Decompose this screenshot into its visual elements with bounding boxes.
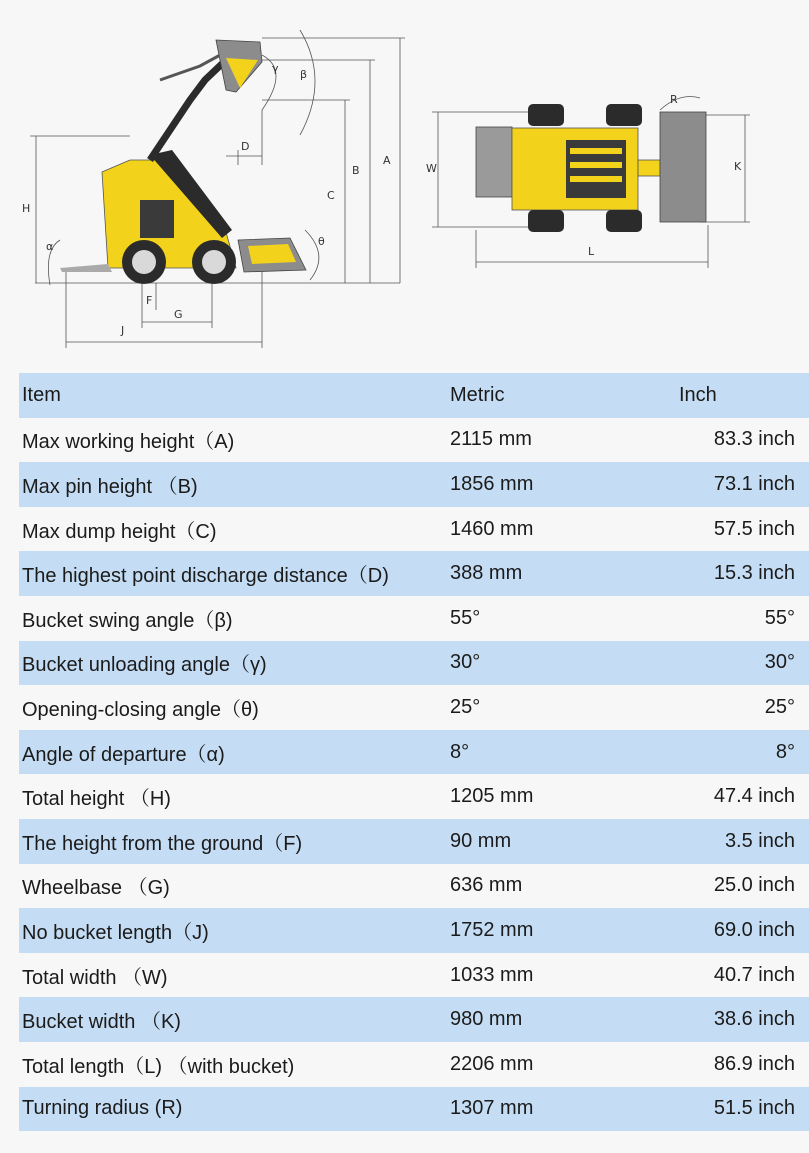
- table-row: [19, 1042, 809, 1087]
- row-item: The height from the ground（F): [19, 819, 446, 864]
- row-item: Bucket swing angle（β): [19, 596, 446, 641]
- row-inch: 51.5 inch: [656, 1087, 809, 1132]
- row-metric: 8°: [446, 730, 656, 775]
- row-inch: 30°: [656, 641, 809, 686]
- header-item: Item: [19, 373, 446, 418]
- label-h: H: [22, 202, 31, 215]
- label-g: G: [174, 308, 183, 321]
- row-item: Max pin height （B): [19, 462, 446, 507]
- table-row: [19, 730, 809, 775]
- row-item: Opening-closing angle（θ): [19, 685, 446, 730]
- row-item: Total width （W): [19, 953, 446, 998]
- table-row: [19, 551, 809, 596]
- row-item: Bucket width （K): [19, 997, 446, 1042]
- row-item: The highest point discharge distance（D): [19, 551, 446, 596]
- spec-table-body: [19, 373, 809, 1131]
- row-item: Angle of departure（α): [19, 730, 446, 775]
- label-b: B: [352, 164, 360, 177]
- table-row: [19, 819, 809, 864]
- row-metric: 980 mm: [446, 997, 656, 1042]
- row-inch: 57.5 inch: [656, 507, 809, 552]
- header-inch: Inch: [656, 373, 809, 418]
- table-row: [19, 507, 809, 552]
- table-row: [19, 596, 809, 641]
- row-inch: 8°: [656, 730, 809, 775]
- spec-table: [19, 373, 809, 1131]
- top-machine: [476, 104, 706, 232]
- label-a: A: [383, 154, 391, 167]
- label-d: D: [241, 140, 250, 153]
- label-k: K: [734, 160, 742, 173]
- row-metric: 2206 mm: [446, 1042, 656, 1087]
- row-metric: 1307 mm: [446, 1087, 656, 1132]
- row-item: No bucket length（J): [19, 908, 446, 953]
- row-inch: 38.6 inch: [656, 997, 809, 1042]
- row-inch: 47.4 inch: [656, 774, 809, 819]
- row-metric: 1752 mm: [446, 908, 656, 953]
- row-item: Max dump height（C): [19, 507, 446, 552]
- row-metric: 1205 mm: [446, 774, 656, 819]
- table-row: [19, 418, 809, 463]
- table-row: [19, 641, 809, 686]
- row-item: Turning radius (R): [19, 1087, 446, 1132]
- row-metric: 1460 mm: [446, 507, 656, 552]
- dimension-diagram: [0, 0, 790, 370]
- label-c: C: [327, 189, 335, 202]
- dimension-drawing: [0, 0, 790, 370]
- row-inch: 40.7 inch: [656, 953, 809, 998]
- table-row: [19, 864, 809, 909]
- row-inch: 25.0 inch: [656, 864, 809, 909]
- row-item: Wheelbase （G): [19, 864, 446, 909]
- side-machine: [60, 40, 306, 284]
- row-item: Max working height（A): [19, 418, 446, 463]
- row-metric: 388 mm: [446, 551, 656, 596]
- row-metric: 1033 mm: [446, 953, 656, 998]
- row-metric: 636 mm: [446, 864, 656, 909]
- row-metric: 30°: [446, 641, 656, 686]
- table-row: [19, 462, 809, 507]
- row-inch: 25°: [656, 685, 809, 730]
- label-j: J: [121, 324, 125, 337]
- row-metric: 1856 mm: [446, 462, 656, 507]
- label-f: F: [146, 294, 153, 307]
- row-metric: 90 mm: [446, 819, 656, 864]
- row-inch: 69.0 inch: [656, 908, 809, 953]
- table-row: [19, 908, 809, 953]
- row-item: Total length（L) （with bucket): [19, 1042, 446, 1087]
- row-inch: 15.3 inch: [656, 551, 809, 596]
- label-l: L: [588, 245, 595, 258]
- label-alpha: α: [46, 240, 54, 253]
- row-metric: 2115 mm: [446, 418, 656, 463]
- label-theta: θ: [318, 235, 325, 248]
- table-row: [19, 685, 809, 730]
- table-row: [19, 997, 809, 1042]
- row-inch: 55°: [656, 596, 809, 641]
- side-view: [30, 30, 405, 348]
- label-w: W: [426, 162, 437, 175]
- label-r: R: [670, 93, 678, 106]
- table-row: [19, 953, 809, 998]
- row-item: Total height （H): [19, 774, 446, 819]
- row-inch: 3.5 inch: [656, 819, 809, 864]
- table-header-row: [19, 373, 809, 418]
- label-beta: β: [300, 68, 308, 81]
- row-inch: 73.1 inch: [656, 462, 809, 507]
- row-inch: 86.9 inch: [656, 1042, 809, 1087]
- label-gamma: γ: [272, 62, 279, 75]
- header-metric: Metric: [446, 373, 656, 418]
- row-inch: 83.3 inch: [656, 418, 809, 463]
- row-item: Bucket unloading angle（γ): [19, 641, 446, 686]
- row-metric: 55°: [446, 596, 656, 641]
- table-row: [19, 1087, 809, 1132]
- row-metric: 25°: [446, 685, 656, 730]
- table-row: [19, 774, 809, 819]
